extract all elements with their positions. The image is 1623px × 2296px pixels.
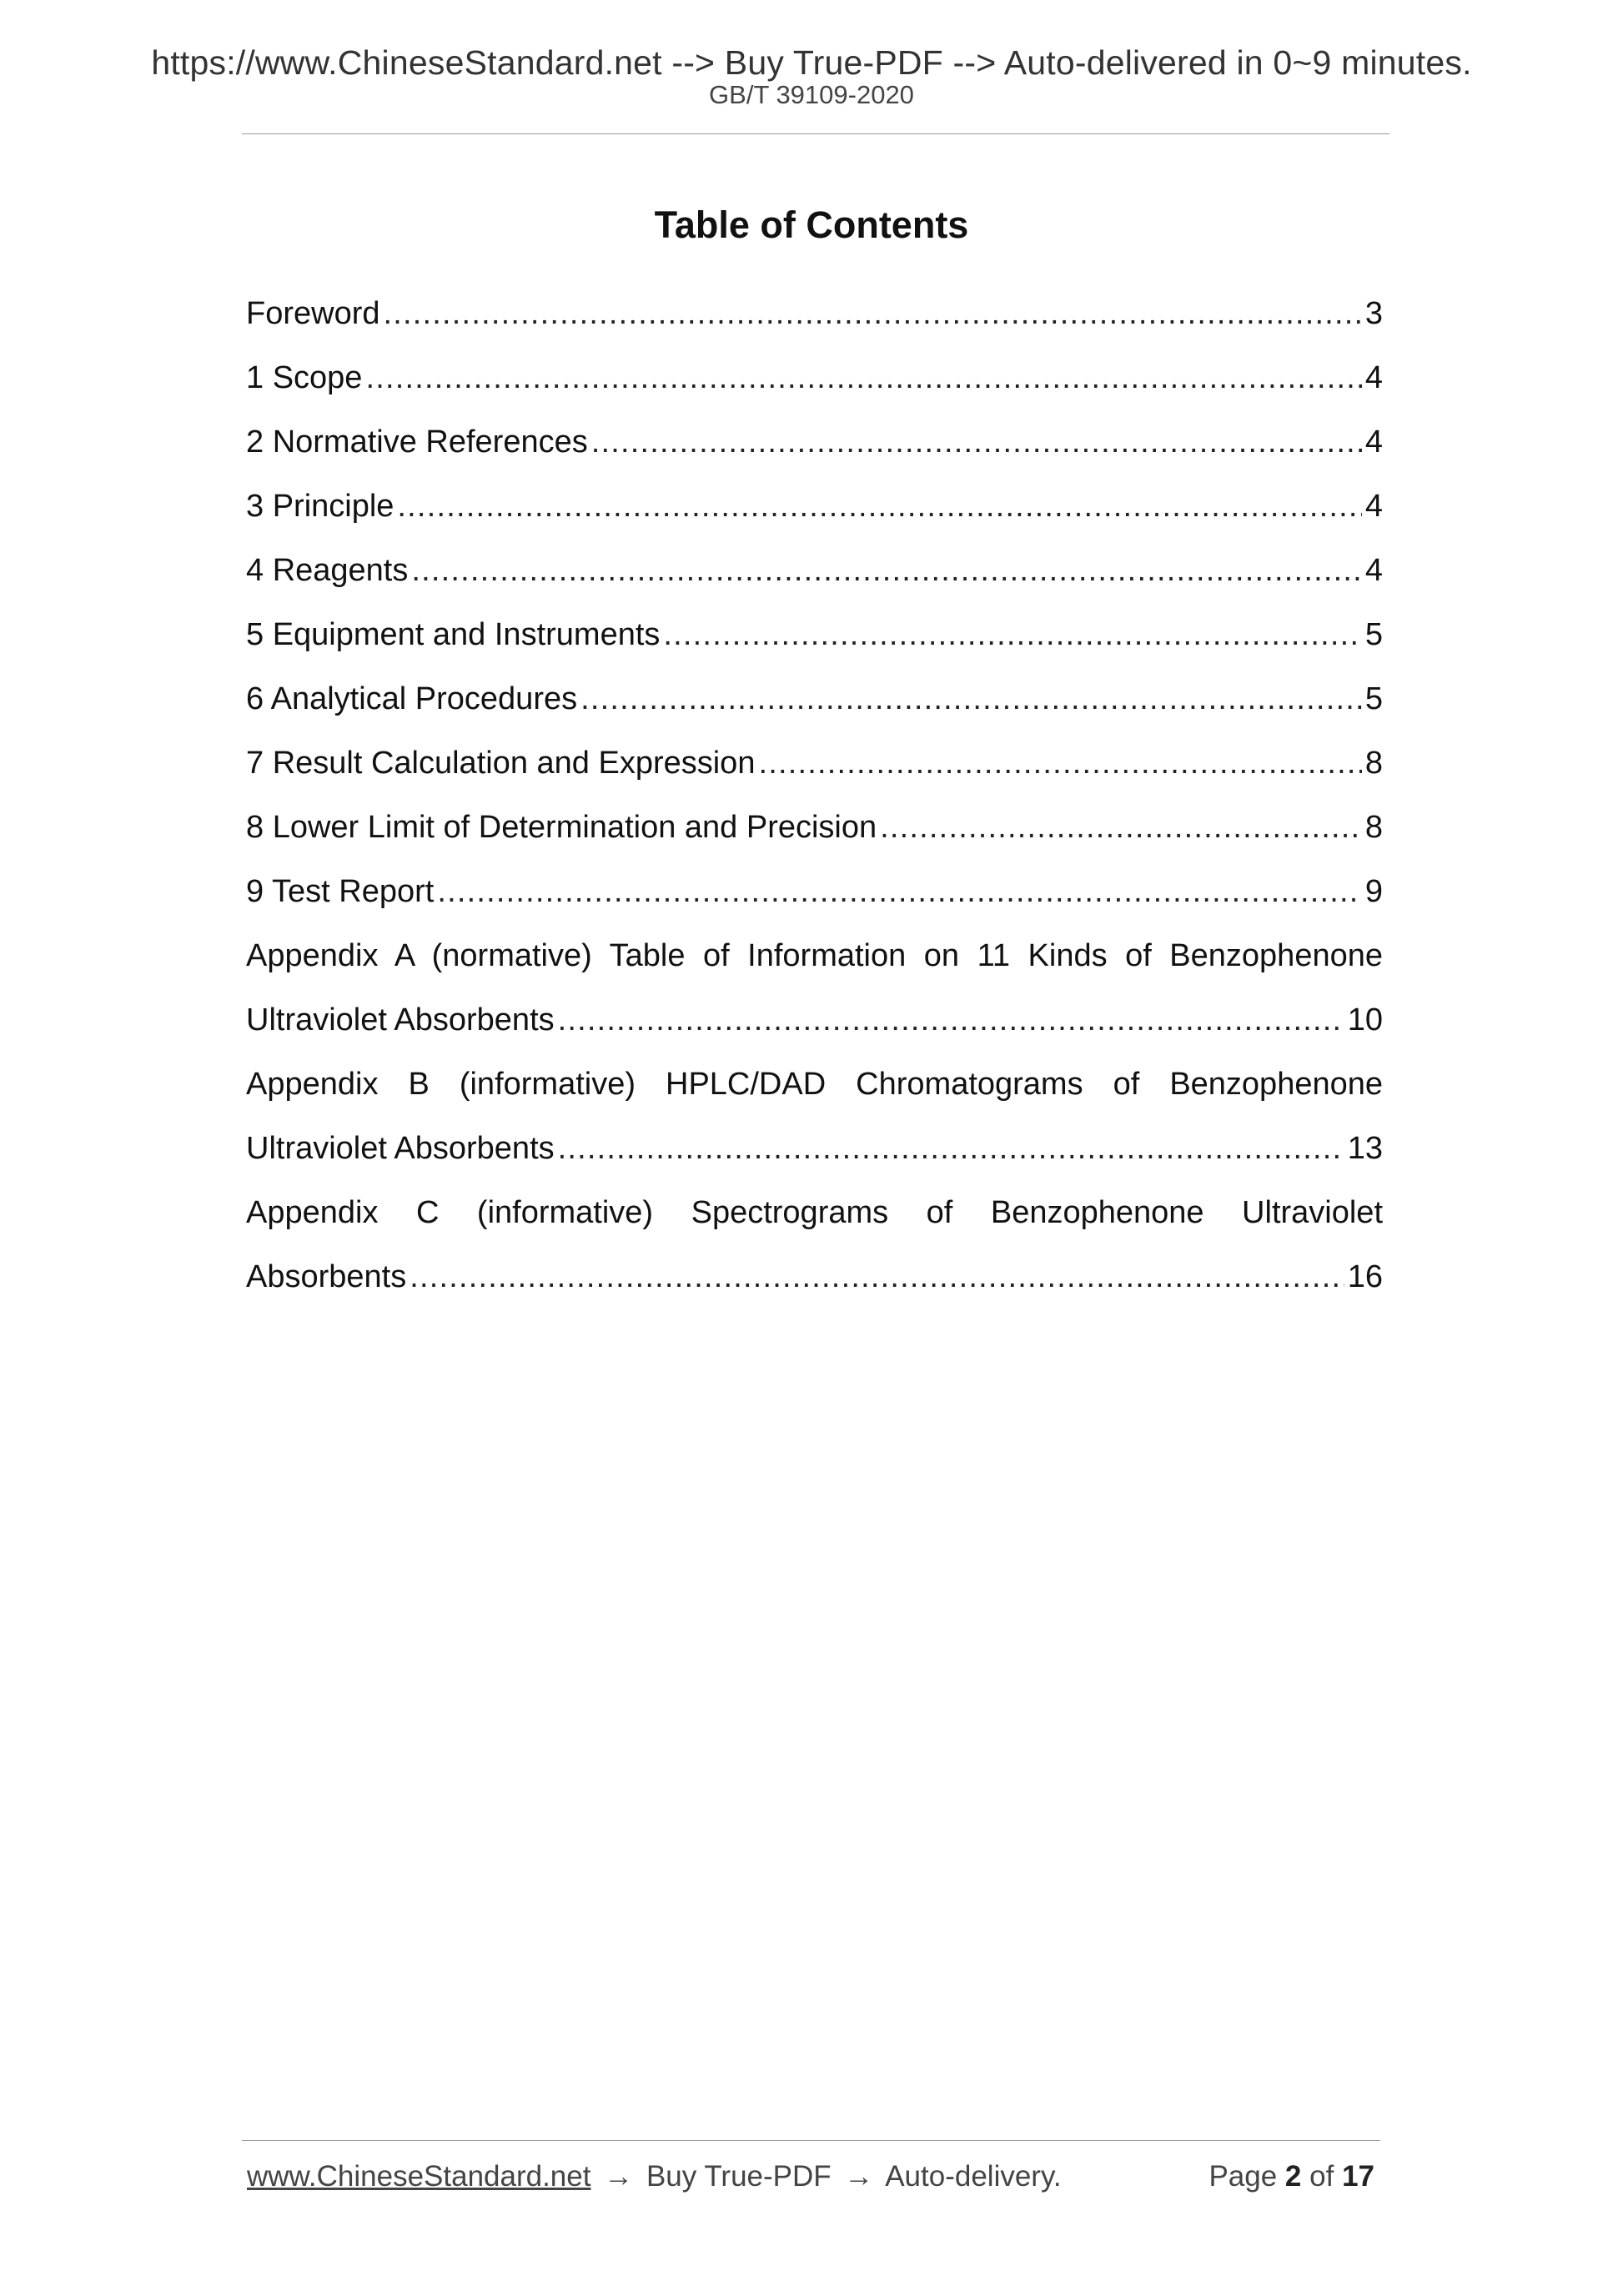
toc-entry-label: 8 Lower Limit of Determination and Precision	[246, 810, 877, 845]
toc-entry-label: 1 Scope	[246, 360, 363, 395]
page-footer	[247, 2160, 1381, 2193]
toc-entry-continuation	[246, 1117, 1383, 1181]
toc-entry-page: 13	[1347, 1131, 1383, 1166]
page-of-label: of	[1309, 2160, 1334, 2193]
toc-entry-label: Appendix A (normative) Table of Information on 11 Kinds of Benzophenone	[246, 938, 1383, 973]
toc-entry-label: 7 Result Calculation and Expression	[246, 746, 756, 781]
toc-entry-analytical-procedures[interactable]	[246, 667, 1383, 731]
toc-entry-label: 4 Reagents	[246, 553, 409, 588]
total-pages: 17	[1342, 2160, 1374, 2193]
toc-entry-normative-references[interactable]	[246, 410, 1383, 475]
website-link[interactable]: www.ChineseStandard.net	[247, 2160, 591, 2193]
dot-leader	[880, 796, 1362, 860]
dot-leader	[758, 731, 1361, 796]
toc-entry-label: 9 Test Report	[246, 874, 435, 909]
toc-entry-lower-limit[interactable]	[246, 796, 1383, 860]
dot-leader	[591, 410, 1362, 475]
dot-leader	[580, 667, 1362, 731]
toc-entry-page: 8	[1364, 810, 1383, 845]
toc-entry-label: 6 Analytical Procedures	[246, 681, 578, 716]
toc-entry-page: 16	[1347, 1259, 1383, 1294]
current-page: 2	[1284, 2160, 1302, 2193]
toc-title: Table of Contents	[654, 203, 969, 246]
toc-entry-label: Absorbents	[246, 1259, 407, 1294]
toc-entry-page: 5	[1364, 617, 1383, 652]
toc-entry-continuation	[246, 988, 1383, 1053]
arrow-right-icon: →	[844, 2160, 874, 2193]
toc-entry-equipment[interactable]	[246, 603, 1383, 667]
toc-entry-label: 2 Normative References	[246, 425, 588, 460]
dot-leader	[437, 860, 1362, 924]
toc-entry-page: 4	[1364, 425, 1383, 460]
dot-leader	[663, 603, 1361, 667]
standard-code: GB/T 39109-2020	[709, 80, 914, 109]
header-divider	[242, 133, 1389, 134]
auto-delivery-text: Auto-delivery.	[885, 2160, 1062, 2193]
dot-leader	[410, 1245, 1344, 1309]
toc-entry-test-report[interactable]	[246, 860, 1383, 924]
toc-entry-label: 5 Equipment and Instruments	[246, 617, 661, 652]
toc-entry-page: 4	[1364, 489, 1383, 524]
dot-leader	[365, 346, 1361, 410]
dot-leader	[397, 475, 1361, 539]
toc-entry-page: 10	[1347, 1002, 1383, 1037]
toc-entry-continuation	[246, 1245, 1383, 1309]
toc-entry-page: 4	[1364, 553, 1383, 588]
dot-leader	[558, 988, 1344, 1053]
toc-entry-appendix-b[interactable]	[246, 1053, 1383, 1181]
toc-entry-label: Ultraviolet Absorbents	[246, 1131, 555, 1166]
toc-entry-label: Appendix C (informative) Spectrograms of Benzophenone Ultraviolet	[246, 1195, 1383, 1230]
page-number	[1208, 2160, 1374, 2193]
table-of-contents	[246, 282, 1383, 1309]
toc-entry-page: 9	[1364, 874, 1383, 909]
buy-pdf-text: Buy True-PDF	[646, 2160, 832, 2193]
toc-entry-label: 3 Principle	[246, 489, 394, 524]
toc-entry-result-calculation[interactable]	[246, 731, 1383, 796]
toc-entry-appendix-a[interactable]	[246, 924, 1383, 1053]
download-banner: https://www.ChineseStandard.net --> Buy True-PDF --> Auto-delivered in 0~9 minutes.	[151, 43, 1472, 82]
toc-entry-appendix-c[interactable]	[246, 1181, 1383, 1309]
dot-leader	[411, 539, 1361, 603]
toc-entry-page: 5	[1364, 681, 1383, 716]
toc-entry-page: 4	[1364, 360, 1383, 395]
toc-entry-page: 3	[1364, 296, 1383, 331]
toc-entry-principle[interactable]	[246, 475, 1383, 539]
dot-leader	[384, 282, 1362, 346]
arrow-right-icon: →	[604, 2160, 634, 2193]
toc-entry-label: Foreword	[246, 296, 380, 331]
footer-divider	[242, 2140, 1380, 2141]
toc-entry-reagents[interactable]	[246, 539, 1383, 603]
toc-entry-scope[interactable]	[246, 346, 1383, 410]
toc-entry-label: Ultraviolet Absorbents	[246, 1002, 555, 1037]
toc-entry-label: Appendix B (informative) HPLC/DAD Chromatograms of Benzophenone	[246, 1067, 1383, 1102]
toc-entry-foreword[interactable]	[246, 282, 1383, 346]
dot-leader	[558, 1117, 1344, 1181]
toc-entry-page: 8	[1364, 746, 1383, 781]
page-label: Page	[1208, 2160, 1278, 2193]
